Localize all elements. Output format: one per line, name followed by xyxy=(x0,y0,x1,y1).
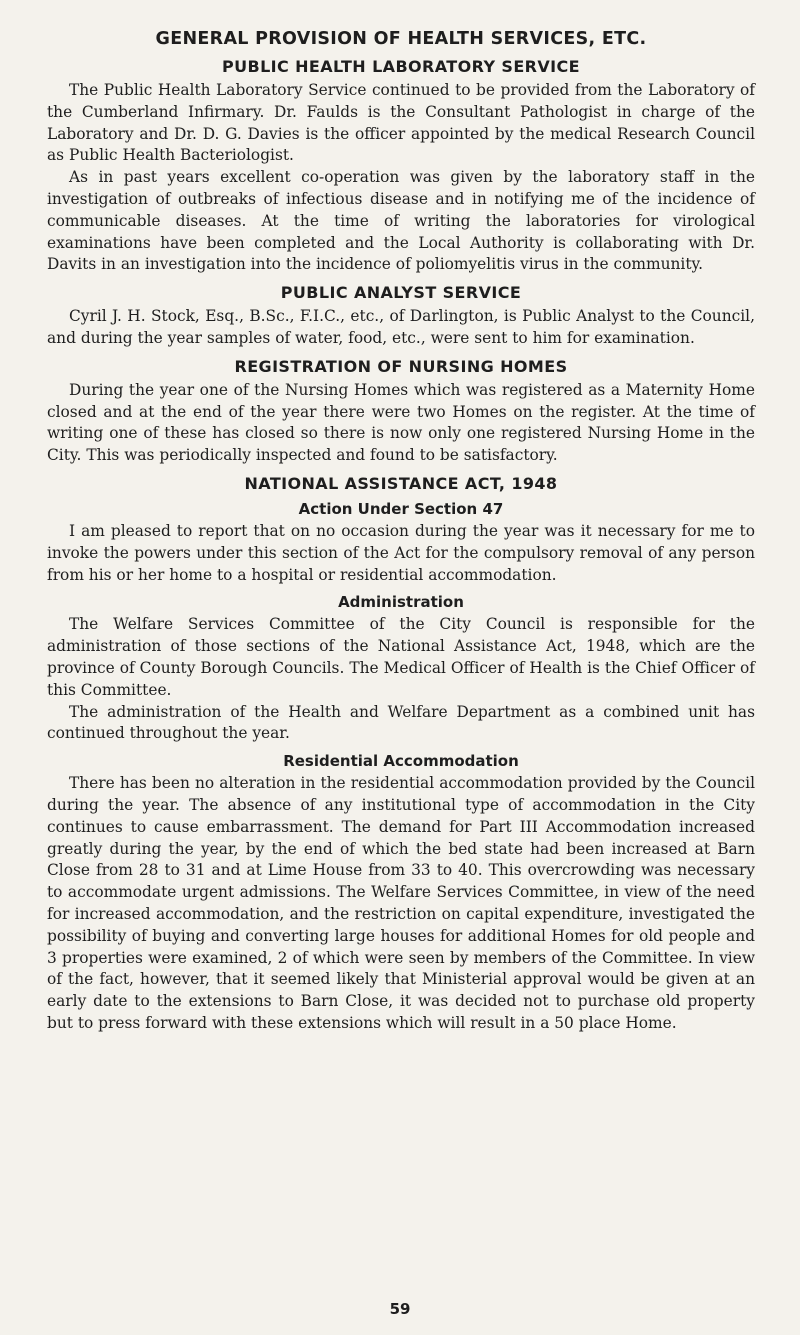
section47-paragraph: I am pleased to report that on no occasion during the year was it necessary for me to invoke the powers under this section of the Act for the compulsory removal of any person from his or her home to a hospital or residential accommodation. xyxy=(47,521,755,584)
analyst-heading: PUBLIC ANALYST SERVICE xyxy=(280,283,522,303)
document-page xyxy=(47,26,755,1035)
administration-paragraph: The administration of the Health and Welfare Department as a combined unit has continued throughout the year. xyxy=(47,702,755,743)
section47-heading: Action Under Section 47 xyxy=(298,499,504,518)
assistance-heading: NATIONAL ASSISTANCE ACT, 1948 xyxy=(244,473,558,493)
analyst-paragraph: Cyril J. H. Stock, Esq., B.Sc., F.I.C., etc., of Darlington, is Public Analyst to the Council, and during the year samples of water, food, etc., were sent to him for examination. xyxy=(47,307,755,347)
nursing-paragraph: During the year one of the Nursing Homes which was registered as a Maternity Home closed and at the end of the year there were two Homes on the register. At the time of writing one of these has closed so there is now only one registered Nursing Home in the City. This was periodically inspected and found to be satisfactory. xyxy=(47,380,755,465)
laboratory-heading: PUBLIC HEALTH LABORATORY SERVICE xyxy=(221,57,581,76)
residential-paragraph: There has been no alteration in the residential accommodation provided by the Council during the year. The absence of any institutional type of accommodation in the City continues to cause embarrassment. The demand for Part III Accommodation increased greatly during the year, by the end of which the bed state had been increased at Barn Close from 28 to 31 and at Lime House from 33 to 40. This overcrowding was necessary to accommodate urgent admissions. The Welfare Services Committee, in view of the need for increased accommodation, and the restriction on capital expenditure, investigated the possibility of buying and converting large houses for additional Homes for old people and 3 properties were examined, 2 of which were seen by members of the Committee. In view of the fact, however, that it seemed likely that Ministerial approval would be given at an early date to the extensions to Barn Close, it was decided not to purchase old property but to press forward with these extensions which will result in a 50 place Home. xyxy=(47,774,755,1032)
residential-heading: Residential Accommodation xyxy=(283,752,519,771)
laboratory-paragraph: The Public Health Laboratory Service continued to be provided from the Laboratory of the Cumberland Infirmary. Dr. Faulds is the Consultant Pathologist in charge of the Laboratory and Dr. D. G. Davies is the officer appointed by the medical Research Council as Public Health Bacteriologist. xyxy=(47,81,755,165)
laboratory-paragraph: As in past years excellent co-operation was given by the laboratory staff in the investigation of outbreaks of infectious disease and in notifying me of the incidence of communicable diseases. At the time of writing the laboratories for virological examinations have been completed and the Local Authority is collaborating with Dr. Davits in an investigation into the incidence of poliomyelitis virus in the community. xyxy=(47,168,755,274)
page-number: 59 xyxy=(389,1300,411,1318)
administration-heading: Administration xyxy=(338,593,464,612)
nursing-heading: REGISTRATION OF NURSING HOMES xyxy=(234,356,568,376)
main-title: GENERAL PROVISION OF HEALTH SERVICES, ETC. xyxy=(155,29,647,49)
administration-paragraph: The Welfare Services Committee of the City Council is responsible for the administration of those sections of the National Assistance Act, 1948, which are the province of County Borough Councils. The Medical Officer of Health is the Chief Officer of this Committee. xyxy=(47,615,755,699)
